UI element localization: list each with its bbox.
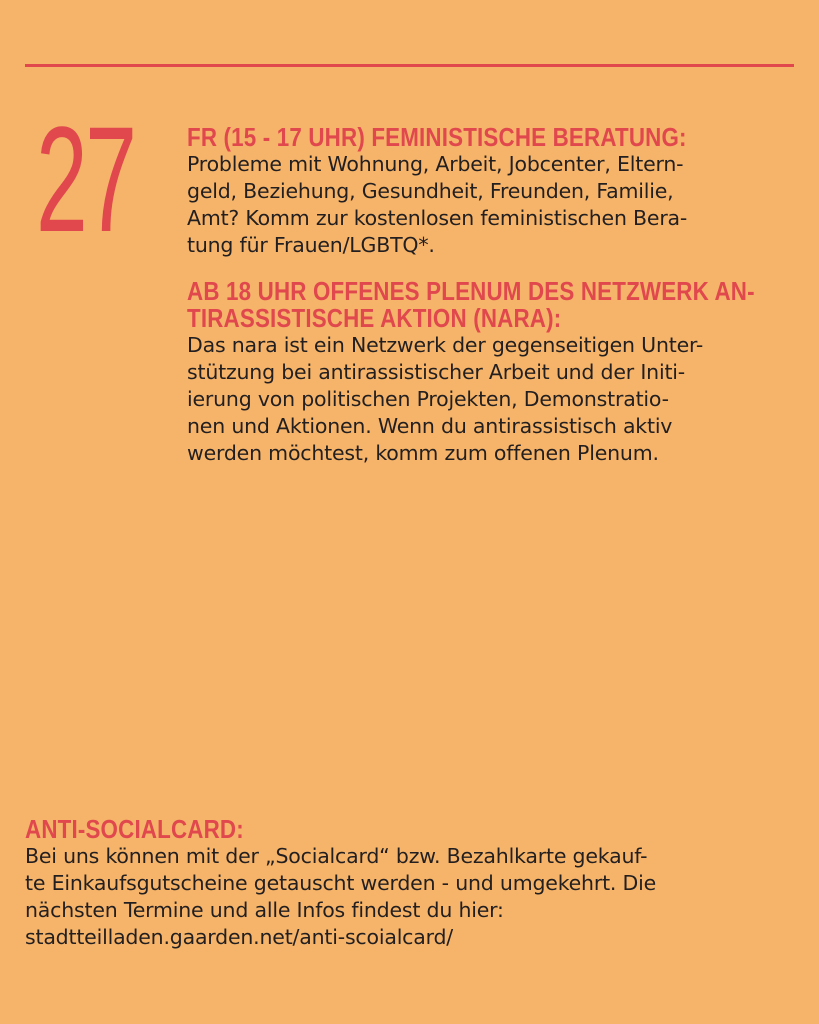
event-body-nara-plenum [187,332,795,467]
day-number: 27 [36,95,135,263]
event-body-feminist-counseling [187,151,795,259]
body-line: Bei uns können mit der „Socialcard“ bzw. Bezahlkarte gekauf- [25,844,648,868]
anti-socialcard-heading: ANTI-SOCIALCARD: [25,814,244,844]
body-line: Probleme mit Wohnung, Arbeit, Jobcenter, Eltern- [187,152,684,176]
anti-socialcard-section [25,816,795,951]
anti-socialcard-link: stadtteilladen.gaarden.net/anti-scoialcard/ [25,925,454,949]
body-line: tung für Frauen/LGBTQ*. [187,233,435,257]
events-column [187,124,795,467]
body-line: Amt? Komm zur kostenlosen feministischen Bera- [187,206,688,230]
body-line: werden möchtest, komm zum offenen Plenum. [187,441,659,465]
body-line: Das nara ist ein Netzwerk der gegenseitigen Unter- [187,333,704,357]
body-line: nächsten Termine und alle Infos findest du hier: [25,898,504,922]
body-line: stützung bei antirassistischer Arbeit und der Initi- [187,360,685,384]
heading-line: AB 18 UHR OFFENES PLENUM DES NETZWERK AN- [187,276,755,306]
top-divider [25,64,794,67]
body-line: geld, Beziehung, Gesundheit, Freunden, Familie, [187,179,674,203]
anti-socialcard-body [25,843,795,951]
body-line: nen und Aktionen. Wenn du antirassistisch aktiv [187,414,673,438]
body-line: ierung von politischen Projekten, Demonstratio- [187,387,669,411]
event-heading-feminist-counseling: FR (15 - 17 UHR) FEMINISTISCHE BERATUNG: [187,122,687,152]
event-heading-nara-plenum [187,278,795,332]
body-line: te Einkaufsgutscheine getauscht werden - und umgekehrt. Die [25,871,657,895]
heading-line: TIRASSISTISCHE AKTION (NARA): [187,303,562,333]
